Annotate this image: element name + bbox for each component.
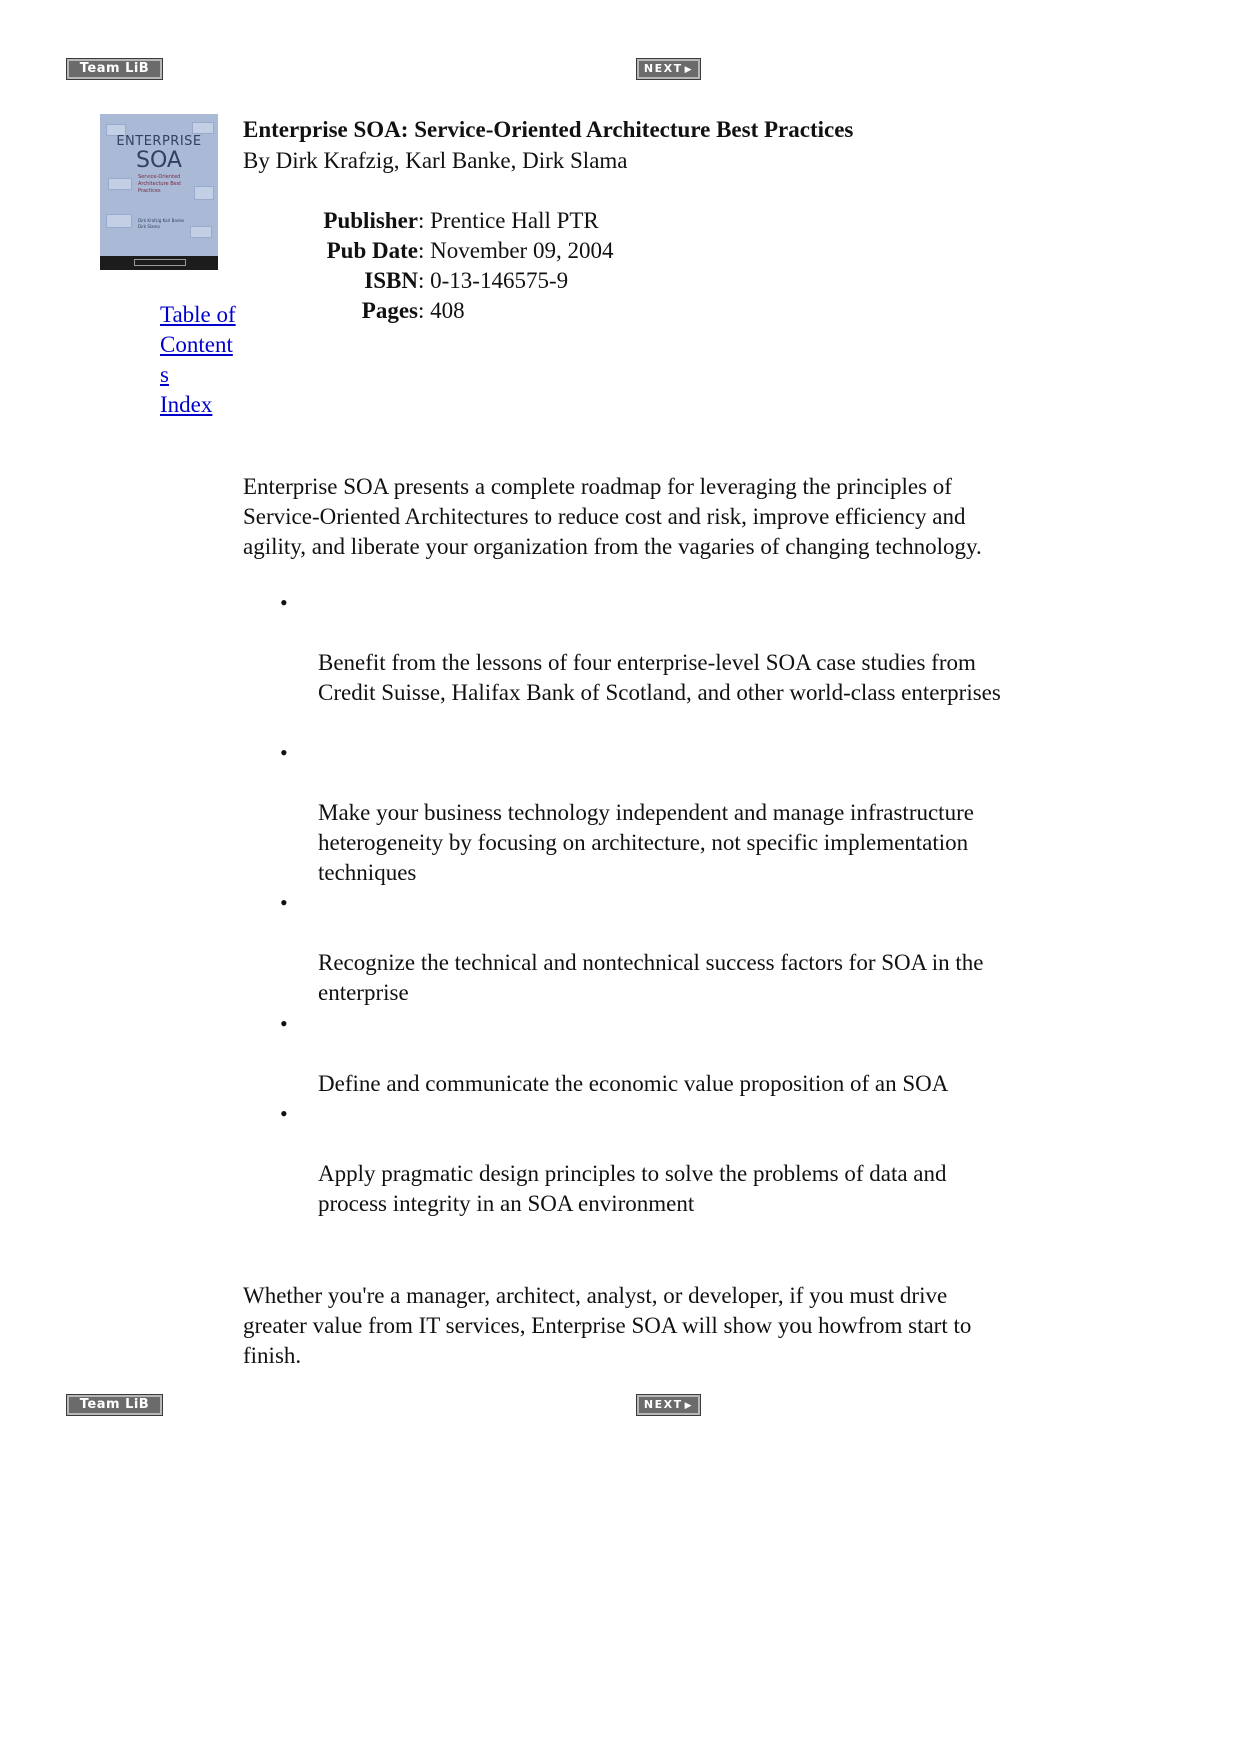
meta-row-pages	[243, 296, 613, 326]
closing-paragraph: Whether you're a manager, architect, analyst, or developer, if you must drive greater value from IT services, Enterprise SOA will show you howfrom start to finish.	[243, 1283, 972, 1368]
bullet-item: Recognize the technical and nontechnical success factors for SOA in the enterprise	[318, 950, 984, 1005]
meta-row-publisher	[243, 206, 613, 236]
team-lib-label: Team LiB	[79, 61, 150, 76]
bullet-item: Make your business technology independent and manage infrastructure heterogeneity by focusing on architecture, not specific implementation techniques	[318, 800, 974, 885]
bullet-item: Benefit from the lessons of four enterprise-level SOA case studies from Credit Suisse, Halifax Bank of Scotland, and other world-class enterprises	[318, 650, 1001, 705]
index-link[interactable]: Index	[160, 392, 213, 417]
meta-colon: :	[418, 208, 431, 233]
meta-row-isbn	[243, 266, 613, 296]
table-of-contents-link[interactable]: Table of Contents	[160, 302, 236, 387]
team-lib-button-bottom[interactable]	[67, 1395, 162, 1415]
book-metadata	[243, 206, 613, 326]
cover-authors: Dirk Krafzig Karl Banke Dirk Slama	[138, 218, 184, 229]
book-authors: By Dirk Krafzig, Karl Banke, Dirk Slama	[243, 148, 628, 173]
meta-key: Publisher	[323, 208, 418, 233]
bullet-dot-icon: •	[280, 890, 288, 915]
arrow-right-icon: ▶	[684, 65, 694, 75]
side-navigation	[160, 300, 238, 420]
cover-title-line1: ENTERPRISE	[116, 134, 202, 149]
meta-value: 408	[430, 298, 465, 323]
arrow-right-icon: ▶	[684, 1401, 694, 1411]
bullet-dot-icon: •	[280, 590, 288, 615]
book-title: Enterprise SOA: Service-Oriented Architecture Best Practices	[243, 117, 854, 142]
next-label: NEXT	[643, 1398, 683, 1411]
next-button-bottom[interactable]	[637, 1395, 700, 1415]
meta-key: ISBN	[364, 268, 418, 293]
team-lib-button-top[interactable]	[67, 59, 162, 79]
meta-colon: :	[418, 268, 431, 293]
bullet-dot-icon: •	[280, 1101, 288, 1126]
cover-subtitle: Service-Oriented Architecture Best Practices	[138, 174, 182, 194]
meta-colon: :	[418, 238, 431, 263]
team-lib-label: Team LiB	[79, 1397, 150, 1412]
cover-title-line2: SOA	[136, 148, 182, 173]
meta-value: Prentice Hall PTR	[430, 208, 599, 233]
book-cover-image	[100, 114, 218, 270]
meta-key: Pub Date	[326, 238, 418, 263]
meta-value: 0-13-146575-9	[430, 268, 569, 293]
bullet-item: Apply pragmatic design principles to solve the problems of data and process integrity in an SOA environment	[318, 1161, 947, 1216]
meta-value: November 09, 2004	[430, 238, 614, 263]
meta-colon: :	[418, 298, 431, 323]
intro-paragraph: Enterprise SOA presents a complete roadmap for leveraging the principles of Service-Oriented Architectures to reduce cost and risk, improve efficiency and agility, and liberate your organization from the vagaries of changing technology.	[243, 474, 982, 559]
next-button-top[interactable]	[637, 59, 700, 79]
meta-key: Pages	[361, 298, 418, 323]
next-label: NEXT	[643, 62, 683, 75]
bullet-item: Define and communicate the economic value proposition of an SOA	[318, 1071, 949, 1096]
bullet-dot-icon: •	[280, 1011, 288, 1036]
bullet-dot-icon: •	[280, 740, 288, 765]
meta-row-pub-date	[243, 236, 613, 266]
